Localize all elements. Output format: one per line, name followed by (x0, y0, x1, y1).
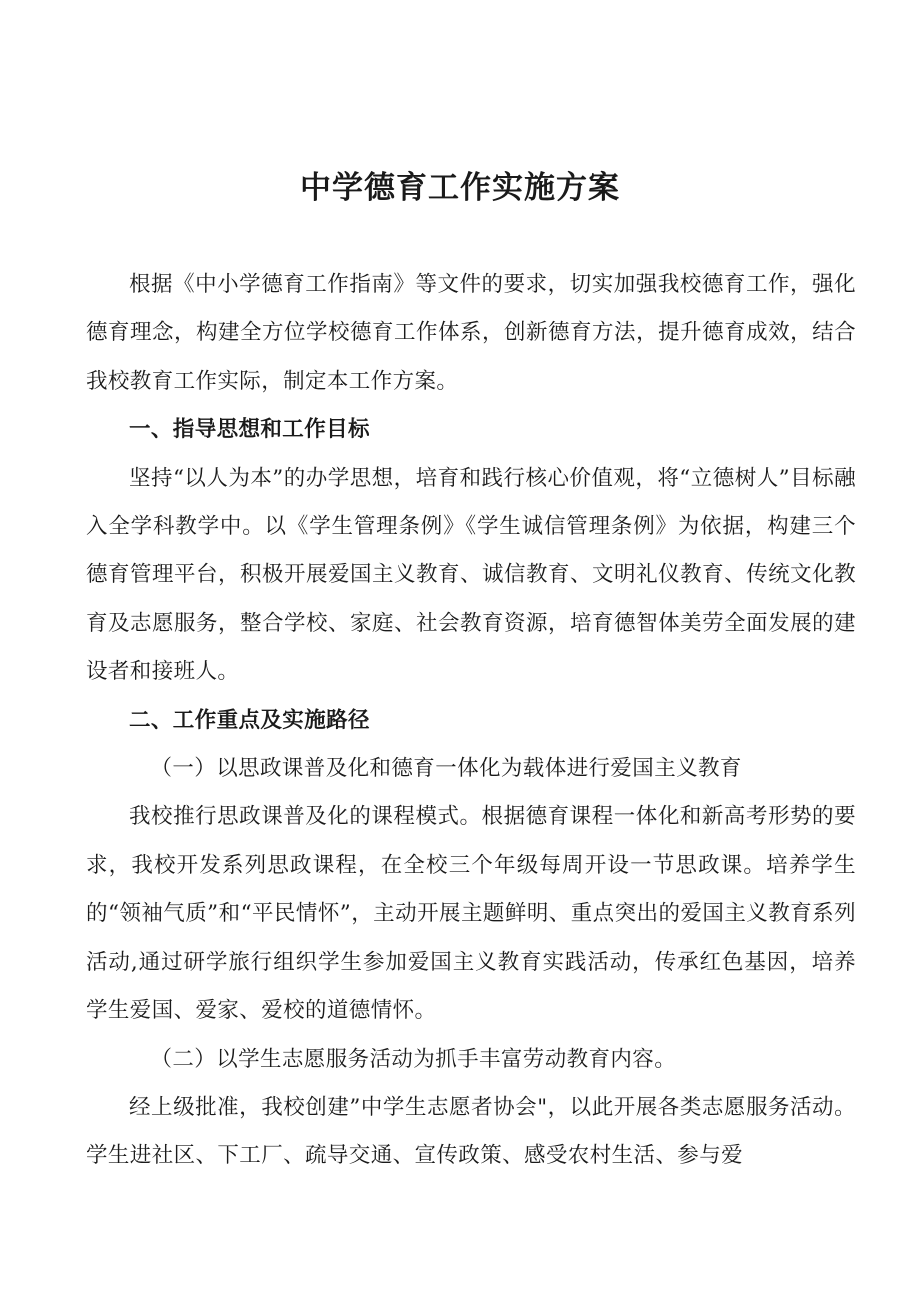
section-heading-2: 二、工作重点及实施路径 (129, 707, 370, 733)
subsection-2-paragraph: 经上级批准，我校创建”中学生志愿者协会"，以此开展各类志愿服务活动。学生进社区、下工厂、疏导交通、宣传政策、感受农村生活、参与爱 (86, 1094, 856, 1169)
document-title: 中学德育工作实施方案 (300, 170, 620, 206)
intro-paragraph: 根据《中小学德育工作指南》等文件的要求，切实加强我校德育工作，强化德育理念，构建全方位学校德育工作体系，创新德育方法，提升德育成效，结合我校教育工作实际，制定本工作方案。 (86, 272, 856, 394)
subsection-heading-2: （二）以学生志愿服务活动为抓手丰富劳动教育内容。 (150, 1046, 677, 1072)
subsection-1-paragraph: 我校推行思政课普及化的课程模式。根据德育课程一体化和新高考形势的要求，我校开发系列思政课程，在全校三个年级每周开设一节思政课。培养学生的“领袖气质”和“平民情怀”，主动开展主题鲜明、重点突出的爱国主义教育系列活动,通过研学旅行组织学生参加爱国主义教育实践活动，传承红色基因，培养学生爱国、爱家、爱校的道德情怀。 (86, 804, 856, 1024)
section-1-paragraph: 坚持“以人为本”的办学思想，培育和践行核心价值观，将“立德树人”目标融入全学科教学中。以《学生管理条例》《学生诚信管理条例》为依据，构建三个德育管理平台，积极开展爱国主义教育、诚信教育、文明礼仪教育、传统文化教育及志愿服务，整合学校、家庭、社会教育资源，培育德智体美劳全面发展的建设者和接班人。 (86, 465, 856, 685)
section-heading-1: 一、指导思想和工作目标 (129, 417, 370, 443)
subsection-heading-1: （一）以思政课普及化和德育一体化为载体进行爱国主义教育 (150, 756, 742, 782)
document-body (86, 261, 856, 1181)
